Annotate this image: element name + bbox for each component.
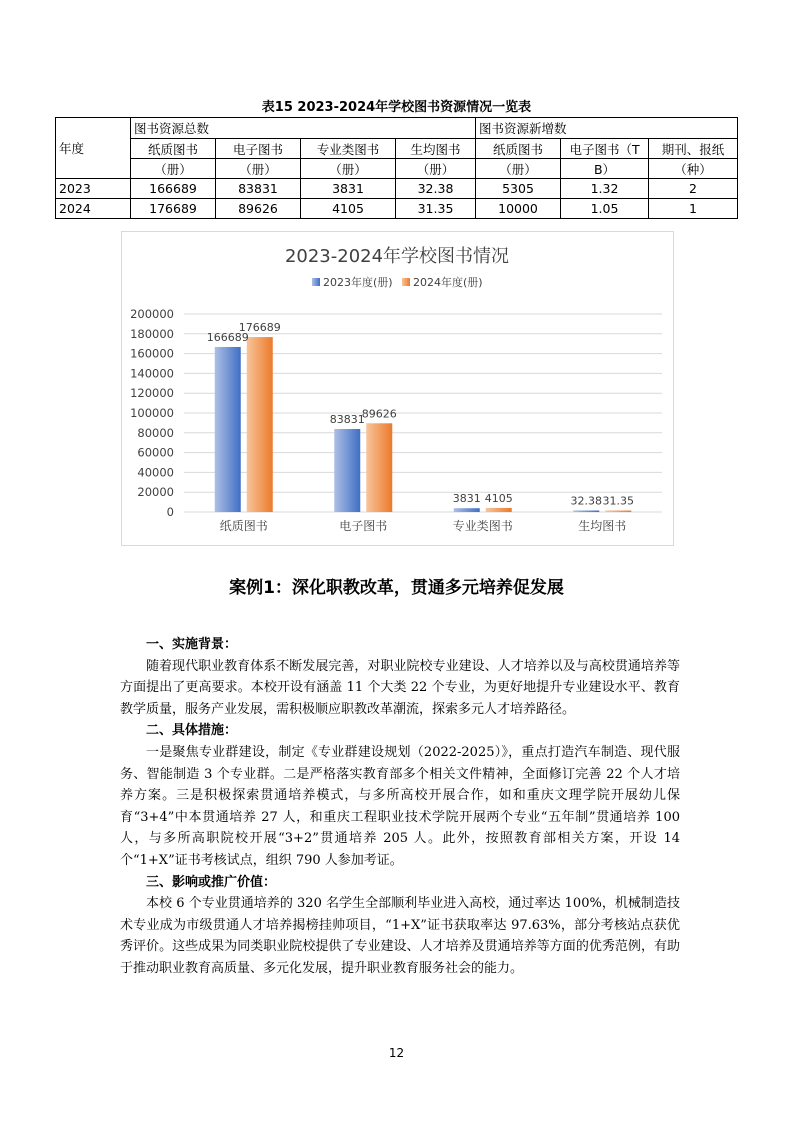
table-cell: 4105 xyxy=(301,199,396,219)
table-cell: 1.05 xyxy=(561,199,649,219)
legend-label-2023: 2023年度(册) xyxy=(323,276,393,289)
data-label: 176689 xyxy=(238,321,281,335)
col-header-unit: （种） xyxy=(649,159,738,179)
col-header-top: 纸质图书 xyxy=(131,139,216,159)
col-header-unit: B） xyxy=(561,159,649,179)
table-cell: 1 xyxy=(649,199,738,219)
y-tick-label: 80000 xyxy=(137,425,174,440)
legend-swatch-2023 xyxy=(312,278,320,286)
table-cell: 31.35 xyxy=(396,199,476,219)
data-label: 166689 xyxy=(206,330,249,344)
table-cell: 5305 xyxy=(476,179,561,199)
y-tick-label: 120000 xyxy=(130,386,174,401)
table-cell: 89626 xyxy=(216,199,301,219)
chart-legend xyxy=(312,275,483,289)
table-row xyxy=(56,199,738,219)
library-resources-table xyxy=(55,117,738,219)
y-tick-label: 140000 xyxy=(130,366,174,381)
library-bar-chart xyxy=(121,231,674,546)
col-header-top: 电子图书 xyxy=(216,139,301,159)
table-title: 表15 2023-2024年学校图书资源情况一览表 xyxy=(261,100,532,115)
data-label: 3831 xyxy=(452,492,481,506)
col-header-unit: （册） xyxy=(396,159,476,179)
table-cell: 176689 xyxy=(131,199,216,219)
table-cell: 32.38 xyxy=(396,179,476,199)
legend-label-2024: 2024年度(册) xyxy=(413,276,483,289)
table-cell: 2 xyxy=(649,179,738,199)
data-label: 4105 xyxy=(484,491,513,505)
col-header-top: 生均图书 xyxy=(396,139,476,159)
bar-2023 xyxy=(454,508,480,512)
table-cell: 10000 xyxy=(476,199,561,219)
x-tick-label: 电子图书 xyxy=(339,519,388,533)
col-header-top: 期刊、报纸 xyxy=(649,139,738,159)
y-tick-label: 40000 xyxy=(137,465,174,480)
case-title: 案例1：深化职教改革，贯通多元培养促发展 xyxy=(229,578,564,598)
group-header-new: 图书资源新增数 xyxy=(476,118,738,139)
data-label: 31.35 xyxy=(602,494,634,508)
bar-2024 xyxy=(486,508,512,512)
row-year: 2023 xyxy=(56,179,131,199)
chart-title: 2023-2024年学校图书情况 xyxy=(284,246,510,267)
bar-2023 xyxy=(334,429,360,512)
section-heading: 三、影响或推广价值： xyxy=(146,874,277,890)
table-cell: 1.32 xyxy=(561,179,649,199)
paragraph: 一是聚焦专业群建设，制定《专业群建设规划（2022-2025）》，重点打造汽车制造、现代服务、智能制造 3 个专业群。二是严格落实教育部多个相关文件精神，全面修订完善 22 个人才培养方案。三是积极探索贯通培养模式，与多所高校开展合作，如和重庆文理学院开展幼儿保育“3+4”中本贯通培养 27 人，和重庆工程职业技术学院开展两个专业“五年制”贯通培养 100 人，与多所高职院校开展“3+2”贯通培养 205 人。此外，按照教育部相关方案，开设 14 个“1+X”证书考核试点，组织 790 人参加考证。 xyxy=(120,744,680,868)
paragraph: 本校 6 个专业贯通培养的 320 名学生全部顺利毕业进入高校，通过率达 100%，机械制造技术专业成为市级贯通人才培养揭榜挂帅项目，“1+X”证书获取率达 97.63%，部分考核站点获优秀评价。这些成果为同类职业院校提供了专业建设、人才培养及贯通培养等方面的优秀范例，有助于推动职业教育高质量、多元化发展，提升职业教育服务社会的能力。 xyxy=(120,896,680,976)
col-header-unit: （册） xyxy=(476,159,561,179)
y-tick-label: 20000 xyxy=(137,485,174,500)
col-header-unit: （册） xyxy=(131,159,216,179)
y-tick-label: 160000 xyxy=(130,346,174,361)
table-cell: 3831 xyxy=(301,179,396,199)
legend-swatch-2024 xyxy=(402,278,410,286)
data-label: 83831 xyxy=(329,413,365,427)
row-year: 2024 xyxy=(56,199,131,219)
col-header-top: 纸质图书 xyxy=(476,139,561,159)
table-cell: 166689 xyxy=(131,179,216,199)
x-tick-label: 生均图书 xyxy=(578,519,627,533)
col-header-top: 专业类图书 xyxy=(301,139,396,159)
case-body xyxy=(120,634,680,980)
section-heading: 一、实施背景： xyxy=(146,637,238,652)
x-tick-label: 纸质图书 xyxy=(219,519,268,533)
page-number: 12 xyxy=(388,1046,405,1060)
chart-svg xyxy=(122,232,673,545)
section-heading: 二、具体措施： xyxy=(146,723,238,739)
year-header: 年度 xyxy=(56,118,131,179)
data-label: 89626 xyxy=(361,407,397,421)
bar-2023 xyxy=(215,347,241,512)
y-tick-label: 60000 xyxy=(137,445,174,460)
col-header-unit: （册） xyxy=(301,159,396,179)
table-cell: 83831 xyxy=(216,179,301,199)
y-tick-label: 200000 xyxy=(130,307,174,321)
y-tick-label: 180000 xyxy=(130,326,174,341)
y-tick-label: 100000 xyxy=(130,406,174,420)
bar-2024 xyxy=(366,423,392,512)
bar-2024 xyxy=(247,337,273,512)
col-header-unit: （册） xyxy=(216,159,301,179)
y-tick-label: 0 xyxy=(166,505,174,519)
data-label: 32.38 xyxy=(570,494,602,508)
table-row xyxy=(56,179,738,199)
bar-2024 xyxy=(605,511,631,513)
group-header-total: 图书资源总数 xyxy=(131,118,476,139)
col-header-top: 电子图书（T xyxy=(561,139,649,159)
paragraph: 随着现代职业教育体系不断发展完善，对职业院校专业建设、人才培养以及与高校贯通培养等方面提出了更高要求。本校开设有涵盖 11 个大类 22 个专业，为更好地提升专业建设水平、教育教学质量，服务产业发展，需积极顺应职教改革潮流，探索多元人才培养路径。 xyxy=(120,658,680,717)
bar-2023 xyxy=(573,511,599,513)
x-tick-label: 专业类图书 xyxy=(452,519,513,533)
